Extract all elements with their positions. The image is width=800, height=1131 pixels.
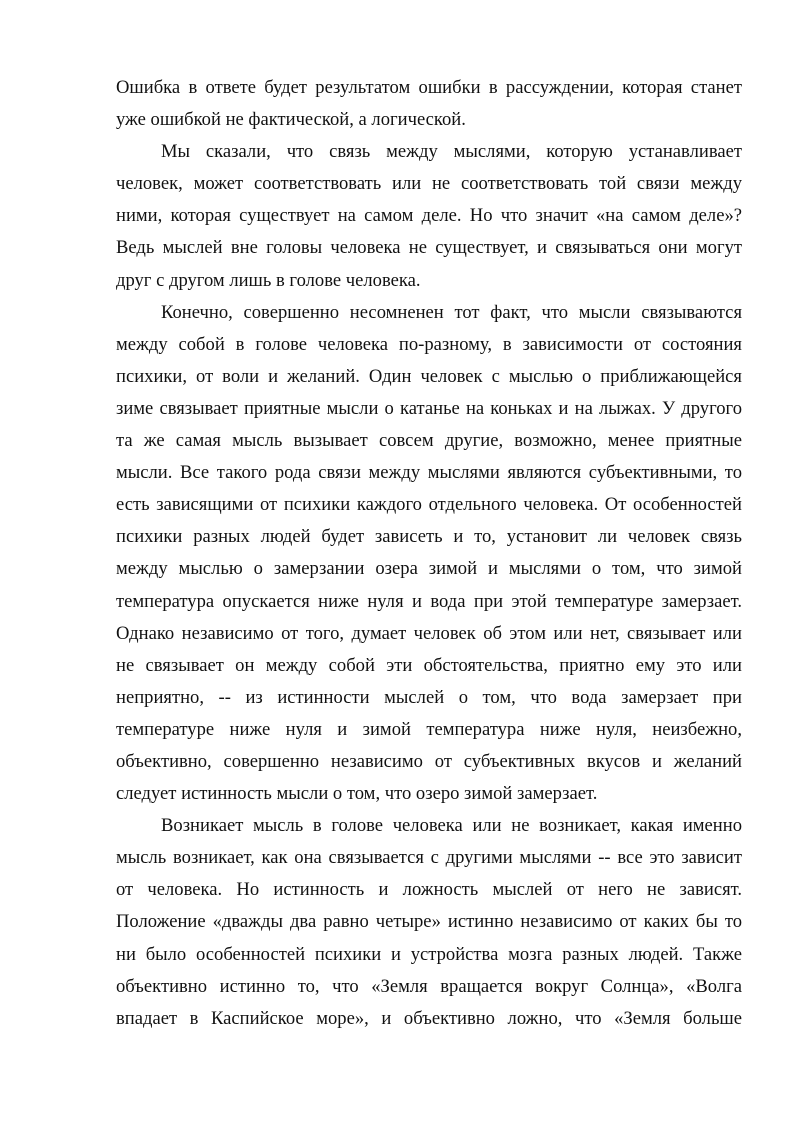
text-line: мысль возникает, как она связывается с другими мыслями -- все это зависит bbox=[116, 847, 742, 869]
text-line: температура опускается ниже нуля и вода при этой температуре замерзает. bbox=[116, 590, 742, 612]
text-line: мысли. Все такого рода связи между мыслями являются субъективными, то bbox=[116, 462, 742, 484]
text-line: психики, от воли и желаний. Один человек с мыслью о приближающейся bbox=[116, 365, 742, 387]
text-line: следует истинность мысли о том, что озеро зимой замерзает. bbox=[116, 783, 598, 805]
text-line: от человека. Но истинность и ложность мыслей от него не зависят. bbox=[116, 879, 742, 901]
text-line: Возникает мысль в голове человека или не возникает, какая именно bbox=[161, 815, 742, 837]
text-line: не связывает он между собой эти обстоятельства, приятно ему это или bbox=[116, 654, 742, 676]
text-line: психики разных людей будет зависеть и то, установит ли человек связь bbox=[116, 526, 742, 548]
text-line: объективно, совершенно независимо от субъективных вкусов и желаний bbox=[116, 750, 742, 772]
text-line: уже ошибкой не фактической, а логической. bbox=[116, 109, 466, 131]
text-line: между собой в голове человека по-разному, в зависимости от состояния bbox=[116, 333, 742, 355]
text-line: ни было особенностей психики и устройства мозга разных людей. Также bbox=[116, 943, 742, 965]
text-line: неприятно, -- из истинности мыслей о том, что вода замерзает при bbox=[116, 686, 742, 708]
text-line: впадает в Каспийское море», и объективно ложно, что «Земля больше bbox=[116, 1007, 742, 1029]
text-line: Положение «дважды два равно четыре» истинно независимо от каких бы то bbox=[116, 911, 742, 933]
text-line: человек, может соответствовать или не соответствовать той связи между bbox=[116, 173, 742, 195]
text-line: Конечно, совершенно несомненен тот факт, что мысли связываются bbox=[161, 301, 742, 323]
text-line: Однако независимо от того, думает человек об этом или нет, связывает или bbox=[116, 622, 742, 644]
text-line: друг с другом лишь в голове человека. bbox=[116, 269, 421, 291]
text-line: зиме связывает приятные мысли о катанье на коньках и на лыжах. У другого bbox=[116, 397, 742, 419]
body-text bbox=[116, 72, 742, 1035]
text-line: Мы сказали, что связь между мыслями, которую устанавливает bbox=[161, 141, 742, 163]
text-line: есть зависящими от психики каждого отдельного человека. От особенностей bbox=[116, 494, 742, 516]
text-line: Ошибка в ответе будет результатом ошибки в рассуждении, которая станет bbox=[116, 77, 742, 98]
text-line: объективно истинно то, что «Земля вращается вокруг Солнца», «Волга bbox=[116, 975, 742, 997]
text-line: Ведь мыслей вне головы человека не существует, и связываться они могут bbox=[116, 237, 742, 259]
text-line: ними, которая существует на самом деле. Но что значит «на самом деле»? bbox=[116, 205, 742, 227]
text-line: температуре ниже нуля и зимой температура ниже нуля, неизбежно, bbox=[116, 718, 742, 740]
text-line: между мыслью о замерзании озера зимой и мыслями о том, что зимой bbox=[116, 558, 742, 580]
text-line: та же самая мысль вызывает совсем другие, возможно, менее приятные bbox=[116, 430, 742, 452]
